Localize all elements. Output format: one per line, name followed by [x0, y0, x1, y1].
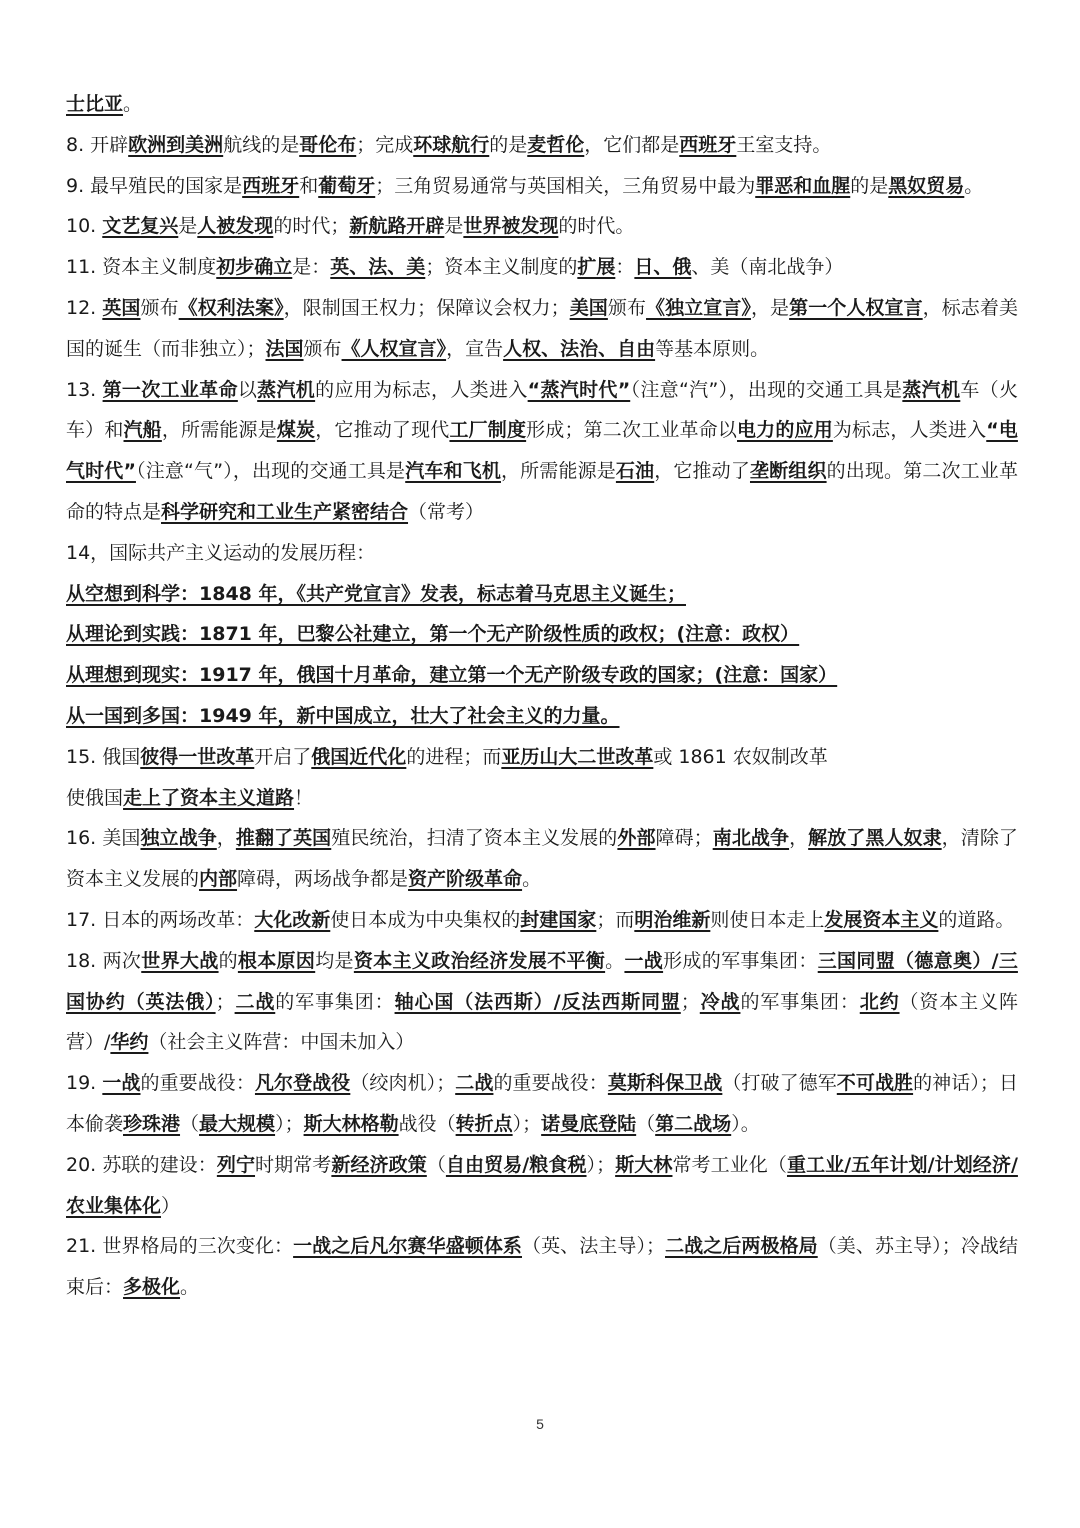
- key-term: 斯大林: [615, 1153, 673, 1176]
- text-segment: 19.: [66, 1072, 103, 1095]
- key-term: 工厂制度: [449, 419, 527, 442]
- key-term: 蒸汽机: [902, 378, 961, 401]
- text-segment: 王室支持。: [736, 133, 832, 156]
- key-term: 蒸汽机: [257, 378, 316, 401]
- text-segment: ，限制国王权力；保障议会权力；: [283, 296, 570, 319]
- key-term: 从一国到多国：1949 年，新中国成立，壮大了社会主义的力量。: [66, 704, 620, 727]
- paragraph: [66, 941, 1018, 1063]
- text-segment: 的时代；: [273, 215, 350, 238]
- text-segment: ）；: [275, 1112, 304, 1135]
- text-segment: ；资本主义制度的: [425, 256, 578, 279]
- text-segment: 20. 苏联的建设：: [66, 1153, 217, 1176]
- text-segment: （注意“汽”），出现的交通工具是: [630, 378, 903, 401]
- paragraph: [66, 84, 1018, 125]
- text-segment: 障碍，两场战争都是: [237, 868, 409, 891]
- text-segment: （资本主义阵营）/: [66, 990, 1018, 1054]
- key-term: 转折点: [455, 1112, 513, 1135]
- key-term: 内部: [199, 868, 238, 891]
- text-segment: 开启了: [254, 745, 312, 768]
- text-segment: 为标志，人类进入: [832, 419, 987, 442]
- text-segment: 16. 美国: [66, 827, 141, 850]
- key-term: 电力的应用: [737, 419, 833, 442]
- text-segment: ）；: [512, 1112, 542, 1135]
- paragraph: [66, 370, 1018, 533]
- text-segment: 的进程；而: [406, 745, 502, 768]
- paragraph: [66, 574, 1018, 615]
- text-segment: 颁布: [140, 296, 179, 319]
- text-segment: ；完成: [356, 133, 414, 156]
- key-term: 走上了资本主义道路: [123, 786, 295, 809]
- key-term: 法国: [265, 337, 304, 360]
- key-term: 多极化: [123, 1276, 181, 1299]
- key-term: 明治维新: [634, 908, 711, 931]
- key-term: 最大规模: [199, 1112, 276, 1135]
- key-term: 第一个人权宣言: [789, 296, 923, 319]
- key-term: 从理想到现实：1917 年，俄国十月革命，建立第一个无产阶级专政的国家；(注意：国家）: [66, 664, 838, 687]
- text-segment: （: [636, 1112, 656, 1135]
- key-term: 不可战胜: [836, 1072, 914, 1095]
- key-term: 初步确立: [216, 256, 293, 279]
- text-segment: 的重要战役：: [493, 1072, 608, 1095]
- text-segment: 和: [299, 174, 319, 197]
- key-term: 世界被发现: [463, 215, 559, 238]
- text-segment: 的时代。: [558, 215, 635, 238]
- key-term: 二战之后两极格局: [665, 1235, 818, 1258]
- text-segment: 。: [964, 174, 984, 197]
- text-segment: 13.: [66, 378, 103, 401]
- text-segment: 障碍；: [655, 827, 713, 850]
- key-term: 从理论到实践：1871 年，巴黎公社建立，第一个无产阶级性质的政权；(注意：政权）: [66, 623, 800, 646]
- key-term: 推翻了英国: [235, 827, 332, 850]
- text-segment: 的军事集团：: [740, 990, 860, 1013]
- paragraph: [66, 125, 1018, 166]
- text-segment: ）: [161, 1194, 181, 1217]
- paragraph: [66, 818, 1018, 900]
- key-term: 文艺复兴: [102, 215, 179, 238]
- text-segment: （注意“气”），出现的交通工具是: [135, 460, 406, 483]
- text-segment: 18. 两次: [66, 949, 142, 972]
- text-segment: 是: [444, 215, 464, 238]
- paragraph: [66, 737, 1018, 778]
- paragraph: [66, 206, 1018, 247]
- text-segment: 时期常考: [255, 1153, 332, 1176]
- key-term: 凡尔登战役: [254, 1072, 351, 1095]
- text-segment: （: [426, 1153, 446, 1176]
- text-segment: 11. 资本主义制度: [66, 256, 217, 279]
- paragraph: [66, 1063, 1018, 1145]
- key-term: 世界大战: [141, 949, 219, 972]
- key-term: 英国: [102, 296, 141, 319]
- key-term: 外部: [617, 827, 656, 850]
- key-term: 黑奴贸易: [888, 174, 965, 197]
- key-term: 麦哲伦: [527, 133, 585, 156]
- text-segment: （社会主义阵营：中国未加入）: [148, 1031, 415, 1054]
- text-segment: 、美（南北战争）: [691, 256, 844, 279]
- text-segment: 的: [218, 949, 238, 972]
- key-term: 发展资本主义: [824, 908, 939, 931]
- key-term: 二战: [234, 990, 276, 1013]
- text-segment: ，: [216, 827, 236, 850]
- text-segment: 颁布: [607, 296, 647, 319]
- key-term: 士比亚: [66, 93, 124, 115]
- key-term: 《人权宣言》: [341, 337, 447, 360]
- key-term: 三国同盟（德意奥）/三国协约（英法俄）: [66, 949, 1018, 1013]
- key-term: 列宁: [216, 1153, 256, 1176]
- text-segment: 以: [237, 378, 258, 401]
- key-term: 诺曼底登陆: [541, 1112, 637, 1135]
- paragraph: [66, 655, 1018, 696]
- paragraph: [66, 1145, 1018, 1227]
- text-segment: ！: [294, 786, 314, 809]
- text-segment: ，是: [750, 296, 790, 319]
- text-segment: 8. 开辟: [66, 133, 129, 156]
- text-segment: 的军事集团：: [275, 990, 395, 1013]
- text-segment: 17. 日本的两场改革：: [66, 908, 255, 931]
- text-segment: 的是: [489, 133, 528, 156]
- text-segment: ，标志着美国的诞生（而非独立）；: [66, 296, 1018, 360]
- text-segment: 的应用为标志，人类进入: [315, 378, 528, 401]
- key-term: 石油: [615, 460, 655, 483]
- text-segment: 颁布: [303, 337, 342, 360]
- key-term: 欧洲到美洲: [128, 133, 224, 156]
- text-segment: ：: [615, 256, 635, 279]
- key-term: 环球航行: [413, 133, 490, 156]
- key-term: 汽船: [123, 419, 162, 442]
- text-segment: 使俄国: [66, 786, 124, 809]
- text-segment: 的出现。第二次工业革命的特点是: [66, 460, 1018, 523]
- key-term: 煤炭: [276, 419, 316, 442]
- key-term: 轴心国（法西斯）/反法西斯同盟: [394, 990, 681, 1013]
- key-term: 日、俄: [634, 256, 692, 279]
- text-segment: 则使日本走上: [710, 908, 825, 931]
- paragraph: [66, 166, 1018, 207]
- text-segment: 殖民统治，扫清了资本主义发展的: [331, 827, 618, 850]
- text-segment: （打破了德军: [722, 1072, 837, 1095]
- key-term: 西班牙: [242, 174, 300, 197]
- key-term: “电气时代”: [66, 419, 1018, 483]
- key-term: 一战: [102, 1072, 141, 1095]
- key-term: 从空想到科学：1848 年，《共产党宣言》发表，标志着马克思主义诞生；: [66, 582, 686, 605]
- key-term: 根本原因: [237, 949, 316, 972]
- text-segment: 是：: [292, 256, 331, 279]
- text-segment: 或 1861 农奴制改革: [653, 745, 828, 768]
- text-segment: 15. 俄国: [66, 745, 141, 768]
- key-term: 人被发现: [197, 215, 274, 238]
- key-term: 华约: [110, 1031, 149, 1054]
- text-segment: ，所需能源是: [500, 460, 616, 483]
- key-term: 第一次工业革命: [102, 378, 238, 401]
- paragraph: [66, 696, 1018, 737]
- text-segment: 12.: [66, 296, 103, 319]
- key-term: 人权、法治、自由: [503, 337, 656, 360]
- text-segment: （常考）: [408, 500, 485, 523]
- text-segment: 是: [178, 215, 198, 238]
- key-term: 一战: [624, 949, 664, 972]
- key-term: 亚历山大二世改革: [501, 745, 654, 768]
- text-segment: ，清除了资本主义发展的: [66, 827, 1018, 891]
- key-term: 冷战: [699, 990, 741, 1013]
- text-segment: 常考工业化（: [672, 1153, 787, 1176]
- text-segment: 。: [522, 868, 542, 891]
- key-term: 罪恶和血腥: [755, 174, 851, 197]
- key-term: “蒸汽时代”: [527, 378, 631, 401]
- text-segment: 的神话）；日本偷袭: [66, 1072, 1018, 1135]
- text-segment: 均是: [315, 949, 354, 972]
- key-term: 解放了黑人奴隶: [808, 827, 942, 850]
- key-term: 莫斯科保卫战: [607, 1072, 723, 1095]
- text-segment: 。: [123, 93, 143, 115]
- text-segment: （: [180, 1112, 200, 1135]
- key-term: 新航路开辟: [349, 215, 445, 238]
- paragraph: [66, 533, 1018, 574]
- text-segment: 等基本原则。: [655, 337, 770, 360]
- text-segment: 14，国际共产主义运动的发展历程：: [66, 541, 376, 564]
- key-term: 封建国家: [520, 908, 597, 931]
- key-term: 垄断组织: [749, 460, 827, 483]
- key-term: 美国: [569, 296, 608, 319]
- paragraph: [66, 900, 1018, 941]
- key-term: 俄国近代化: [311, 745, 407, 768]
- paragraph: [66, 778, 1018, 819]
- text-segment: 形成；第二次工业革命以: [526, 419, 738, 442]
- text-segment: ，它们都是: [584, 133, 680, 156]
- key-term: 葡萄牙: [318, 174, 376, 197]
- text-segment: ，它推动了现代: [315, 419, 450, 442]
- text-segment: ，所需能源是: [161, 419, 277, 442]
- key-term: 资产阶级革命: [408, 868, 523, 891]
- key-term: 哥伦布: [299, 133, 357, 156]
- key-term: 西班牙: [679, 133, 737, 156]
- text-segment: 使日本成为中央集权的: [330, 908, 521, 931]
- text-segment: ，: [789, 827, 809, 850]
- text-segment: ；三角贸易通常与英国相关，三角贸易中最为: [375, 174, 756, 197]
- key-term: 《独立宣言》: [646, 296, 751, 319]
- document-body: [66, 84, 1018, 1308]
- paragraph: [66, 614, 1018, 655]
- key-term: 汽车和飞机: [405, 460, 501, 483]
- key-term: 扩展: [577, 256, 616, 279]
- paragraph: [66, 1226, 1018, 1308]
- key-term: 新经济政策: [331, 1153, 427, 1176]
- text-segment: ，它推动了: [654, 460, 750, 483]
- text-segment: （美、苏主导）；冷战结束后：: [66, 1235, 1018, 1299]
- key-term: 珍珠港: [123, 1112, 181, 1135]
- text-segment: ）。: [731, 1112, 760, 1135]
- key-term: 大化改新: [254, 908, 331, 931]
- text-segment: 的道路。: [938, 908, 1015, 931]
- text-segment: ，宣告: [446, 337, 504, 360]
- key-term: 斯大林格勒: [303, 1112, 399, 1135]
- page-number: 5: [536, 1416, 544, 1432]
- key-term: 自由贸易/粮食税: [445, 1153, 587, 1176]
- text-segment: 。: [180, 1276, 200, 1299]
- key-term: 彼得一世改革: [140, 745, 255, 768]
- key-term: 南北战争: [712, 827, 790, 850]
- paragraph: [66, 247, 1018, 288]
- key-term: 北约: [859, 990, 900, 1013]
- text-segment: （绞肉机）；: [350, 1072, 456, 1095]
- text-segment: ；而: [596, 908, 635, 931]
- text-segment: 。: [605, 949, 625, 972]
- text-segment: （英、法主导）；: [522, 1235, 666, 1258]
- key-term: 二战: [455, 1072, 494, 1095]
- text-segment: 的是: [850, 174, 889, 197]
- text-segment: 10.: [66, 215, 103, 238]
- text-segment: 9. 最早殖民的国家是: [66, 174, 243, 197]
- key-term: 重工业/五年计划/计划经济/农业集体化: [66, 1153, 1018, 1217]
- key-term: 英、法、美: [330, 256, 426, 279]
- key-term: 《权利法案》: [178, 296, 284, 319]
- text-segment: 的重要战役：: [140, 1072, 255, 1095]
- key-term: 一战之后凡尔赛华盛顿体系: [293, 1235, 522, 1258]
- text-segment: 形成的军事集团：: [663, 949, 818, 972]
- text-segment: 航线的是: [223, 133, 300, 156]
- key-term: 独立战争: [140, 827, 217, 850]
- paragraph: [66, 288, 1018, 370]
- key-term: 第二战场: [655, 1112, 732, 1135]
- text-segment: ）；: [586, 1153, 616, 1176]
- key-term: 资本主义政治经济发展不平衡: [353, 949, 606, 972]
- text-segment: ；: [215, 990, 235, 1013]
- text-segment: 21. 世界格局的三次变化：: [66, 1235, 294, 1258]
- key-term: 科学研究和工业生产紧密结合: [161, 500, 409, 523]
- text-segment: 车（火车）和: [66, 378, 1018, 442]
- text-segment: 战役（: [398, 1112, 456, 1135]
- text-segment: ；: [680, 990, 700, 1013]
